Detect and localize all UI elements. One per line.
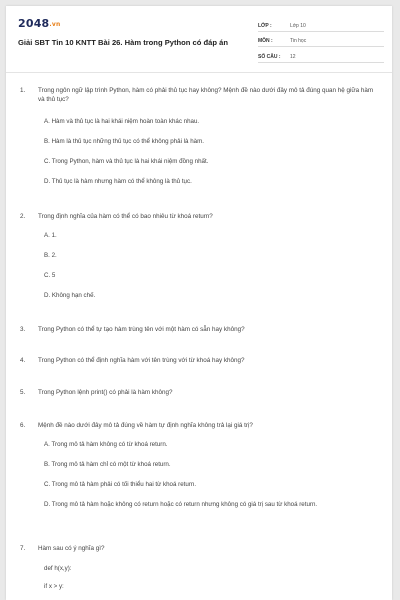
question-number: 7. xyxy=(20,545,26,552)
question-4 xyxy=(20,356,374,365)
question-number: 5. xyxy=(20,389,26,396)
option: A. Hàm và thủ tục là hai khái niệm hoàn toàn khác nhau. xyxy=(44,118,200,125)
meta-value: Lớp 10 xyxy=(290,22,306,29)
option: C. 5 xyxy=(44,272,56,279)
option: B. Trong mô tả hàm chỉ có một từ khoá return. xyxy=(44,461,171,468)
option: A. 1. xyxy=(44,232,57,239)
document-header xyxy=(6,6,392,70)
question-1 xyxy=(20,86,374,104)
meta-row-class xyxy=(258,18,384,32)
meta-label: SỐ CÂU : xyxy=(258,53,281,60)
logo-text: 2048 xyxy=(18,17,50,30)
question-text: Hàm sau có ý nghĩa gì? xyxy=(38,545,105,552)
question-text: Trong ngôn ngữ lập trình Python, hàm có phải thủ tục hay không? Mệnh đề nào dưới đây mô tả đúng quan hệ giữa hàm và thủ tục? xyxy=(38,87,374,103)
option: A. Trong mô tả hàm không có từ khoá return. xyxy=(44,441,168,448)
meta-label: LỚP : xyxy=(258,22,272,29)
question-number: 4. xyxy=(20,357,26,364)
question-number: 3. xyxy=(20,326,26,333)
header-divider xyxy=(6,72,392,73)
option: C. Trong Python, hàm và thủ tục là hai khái niệm đồng nhất. xyxy=(44,158,209,165)
question-6 xyxy=(20,421,374,430)
question-text: Trong Python có thể tự tạo hàm trùng tên với một hàm có sẵn hay không? xyxy=(38,326,245,333)
document-meta xyxy=(258,18,384,65)
meta-row-count xyxy=(258,49,384,63)
question-5 xyxy=(20,388,374,397)
meta-value: 12 xyxy=(290,53,296,60)
meta-value: Tin học xyxy=(290,38,307,44)
question-text: Trong định nghĩa của hàm có thể có bao nhiêu từ khoá return? xyxy=(38,213,213,220)
question-3 xyxy=(20,325,374,334)
question-text: Mệnh đề nào dưới đây mô tả đúng về hàm tự định nghĩa không trả lại giá trị? xyxy=(38,422,253,429)
question-7 xyxy=(20,544,374,553)
option: B. Hàm là thủ tục những thủ tục có thể không phải là hàm. xyxy=(44,138,204,145)
site-logo[interactable] xyxy=(18,17,60,30)
question-number: 1. xyxy=(20,87,26,94)
question-number: 2. xyxy=(20,213,26,220)
meta-row-subject xyxy=(258,34,384,48)
option: D. Không hạn chế. xyxy=(44,292,96,299)
code-line: if x > y: xyxy=(44,583,64,590)
question-text: Trong Python lệnh print() có phải là hàm không? xyxy=(38,389,173,396)
option: D. Trong mô tả hàm hoặc không có return hoặc có return nhưng không có giá trị sau từ khoá return. xyxy=(44,501,318,508)
question-text: Trong Python có thể định nghĩa hàm với tên trùng với từ khoá hay không? xyxy=(38,357,245,364)
option: B. 2. xyxy=(44,252,57,259)
meta-label: MÔN : xyxy=(258,38,273,44)
question-number: 6. xyxy=(20,422,26,429)
logo-suffix: .vn xyxy=(49,21,61,28)
question-2 xyxy=(20,212,374,221)
code-line: def h(x,y): xyxy=(44,565,72,572)
document-page xyxy=(6,6,392,600)
option: D. Thủ tục là hàm nhưng hàm có thể không là thủ tục. xyxy=(44,178,192,185)
document-title: Giải SBT Tin 10 KNTT Bài 26. Hàm trong Python có đáp án xyxy=(18,38,228,47)
option: C. Trong mô tả hàm phải có tối thiểu hai từ khoá return. xyxy=(44,481,197,488)
